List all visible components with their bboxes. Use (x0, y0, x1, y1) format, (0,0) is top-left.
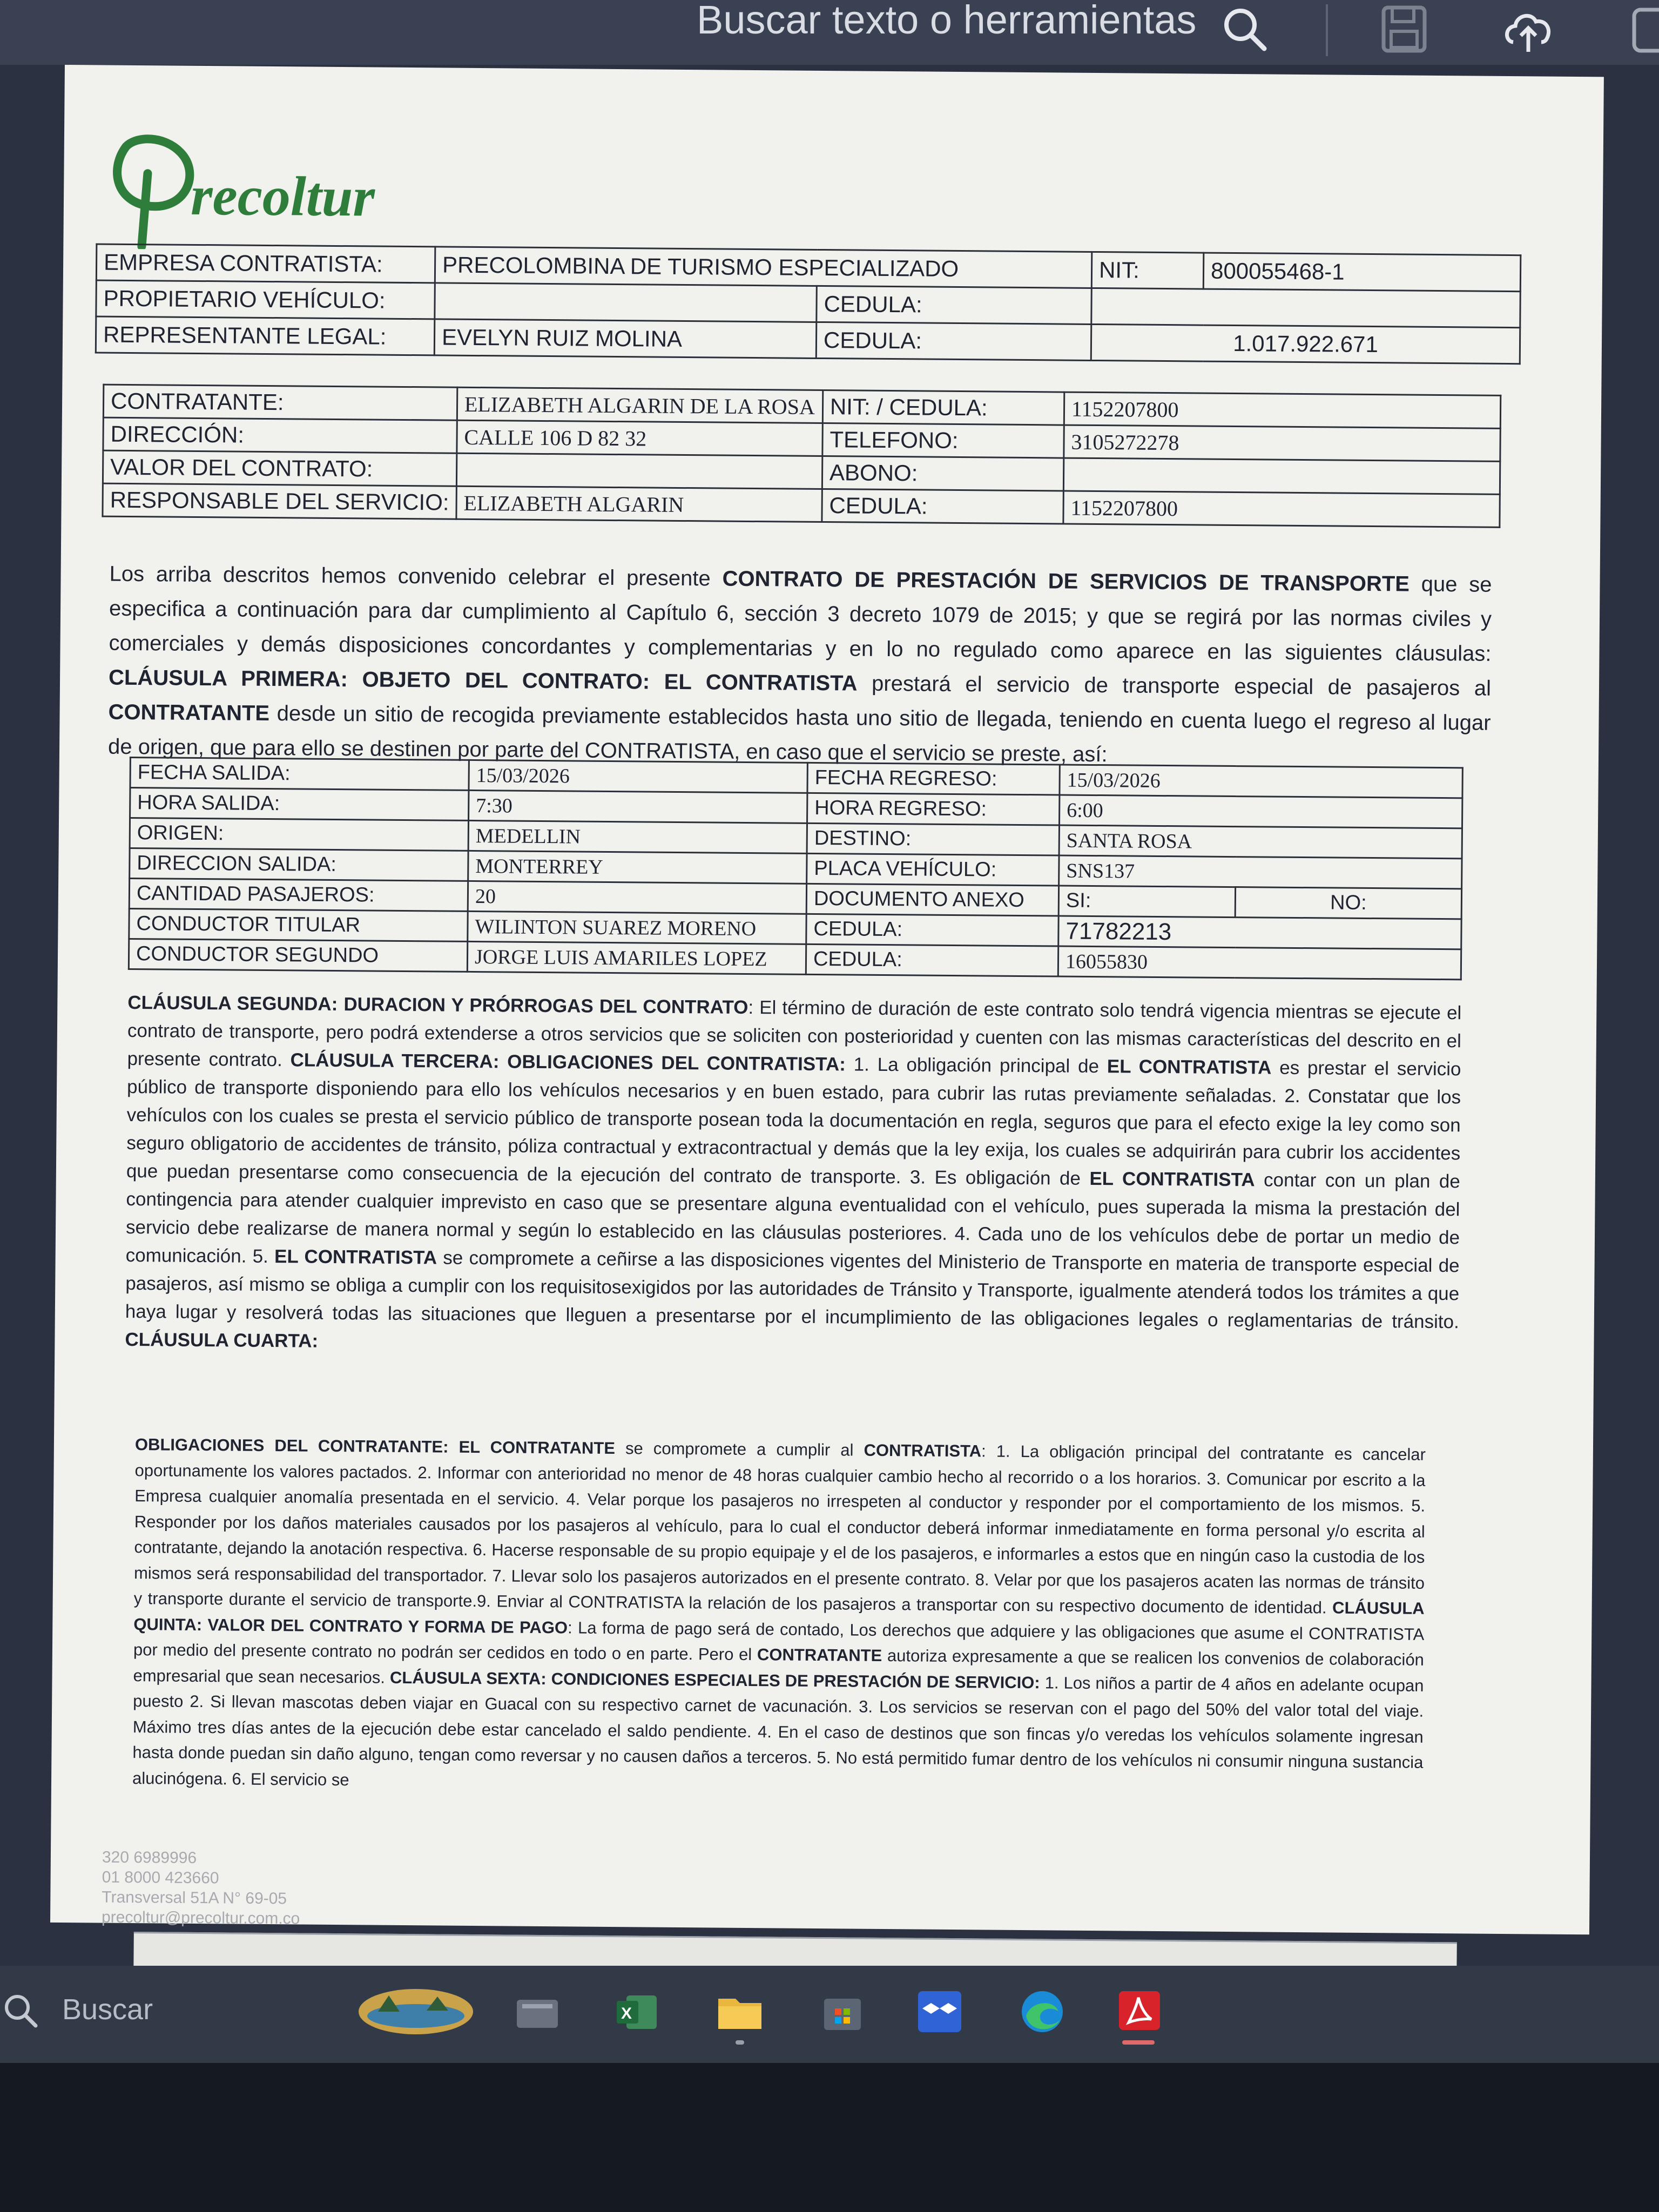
landscape-widget-icon[interactable] (356, 1985, 475, 2039)
telefono-value: 3105272278 (1064, 425, 1501, 461)
search-icon[interactable] (1218, 2, 1272, 56)
intro-paragraph (108, 557, 1492, 775)
text-run-bold: CLÁUSULA SEXTA: CONDICIONES ESPECIALES DE PRESTACIÓN DE SERVICIO: (389, 1668, 1040, 1692)
empresa-label: EMPRESA CONTRATISTA: (96, 244, 435, 283)
taskbar-search-box[interactable]: Buscar (62, 1993, 153, 2026)
abono-label: ABONO: (822, 456, 1063, 491)
destino-label: DESTINO: (807, 823, 1059, 855)
propietario-label: PROPIETARIO VEHÍCULO: (96, 280, 435, 319)
cantidad-pasajeros-label: CANTIDAD PASAJEROS: (129, 878, 468, 911)
direccion-salida-label: DIRECCION SALIDA: (130, 848, 468, 881)
text-run-bold: CLÁUSULA TERCERA: OBLIGACIONES DEL CONTRATISTA: (290, 1049, 846, 1075)
fecha-regreso-value: 15/03/2026 (1060, 765, 1462, 798)
screen-bezel (0, 2063, 1659, 2212)
save-icon[interactable] (1377, 2, 1431, 56)
trip-details-table (128, 757, 1464, 980)
documento-no-label: NO: (1235, 887, 1461, 919)
text-run: que se especifica a continuación para dar cumplimiento al Capítulo 6, sección 3 decreto 1079 de 2015; y que se regirá por las normas civiles y comerciales y demás disposiciones concordantes y complementarias y en lo no regulado como aparece en las siguientes cláusulas: (109, 572, 1492, 666)
origen-label: ORIGEN: (130, 818, 468, 851)
hora-regreso-value: 6:00 (1059, 795, 1462, 828)
folder-icon[interactable] (713, 1985, 767, 2039)
fecha-salida-label: FECHA SALIDA: (130, 757, 469, 790)
windows-taskbar (0, 1966, 1659, 2063)
conductor-segundo-cedula-value: 16055830 (1058, 946, 1461, 980)
footer-email: precoltur@precoltur.com.co (101, 1908, 300, 1928)
origen-value: MEDELLIN (468, 820, 807, 853)
text-run-bold: CLÁUSULA QUINTA: VALOR DEL CONTRATO Y FORMA DE PAGO (133, 1598, 1425, 1637)
text-run-bold: CONTRATANTE (108, 700, 270, 726)
text-run: autoriza expresamente a que se realicen los convenios de colaboración empresarial que sean necesarios. (133, 1645, 1425, 1687)
placa-vehiculo-value: SNS137 (1059, 855, 1462, 889)
telefono-label: TELEFONO: (822, 423, 1064, 458)
clauses-paragraph (132, 1432, 1426, 1801)
company-info-table (95, 243, 1522, 365)
text-run-bold: EL CONTRATISTA (1107, 1056, 1272, 1078)
documento-si-label: SI: (1058, 886, 1235, 918)
cloud-upload-icon[interactable] (1501, 2, 1555, 56)
representante-value: EVELYN RUIZ MOLINA (434, 319, 817, 359)
hora-salida-label: HORA SALIDA: (130, 787, 469, 820)
fecha-regreso-label: FECHA REGRESO: (807, 763, 1060, 795)
contratante-label: CONTRATANTE: (103, 385, 457, 420)
text-run-bold: EL CONTRATISTA (1089, 1168, 1255, 1191)
hora-regreso-label: HORA REGRESO: (807, 793, 1060, 825)
conductor-titular-label: CONDUCTOR TITULAR (129, 908, 468, 941)
text-run-bold: OBLIGACIONES DEL CONTRATANTE: EL CONTRATANTE (134, 1435, 616, 1458)
svg-text:recoltur: recoltur (190, 164, 375, 228)
text-run-bold: EL CONTRATISTA (274, 1246, 437, 1269)
svg-text:X: X (621, 2005, 632, 2022)
direccion-value: CALLE 106 D 82 32 (457, 420, 822, 456)
conductor-titular-value: WILINTON SUAREZ MORENO (468, 911, 806, 944)
cantidad-pasajeros-value: 20 (468, 881, 806, 914)
propietario-value (435, 283, 817, 322)
text-run-bold: CONTRATO DE PRESTACIÓN DE SERVICIOS DE TRANSPORTE (722, 567, 1410, 596)
empresa-value: PRECOLOMBINA DE TURISMO ESPECIALIZADO (435, 247, 1091, 288)
text-run: prestará el servicio de transporte especial de pasajeros al (857, 671, 1492, 700)
text-run: 1. Los niños a partir de 4 años en adelante ocupan puesto 2. Si llevan mascotas deben viajar en Guacal con su respectivo carnet de vacunación. 3. Los servicios se reservan con el pago del 50% del valor total del viaje. Máximo tres días antes de la ejecución debe estar cancelado el saldo pendiente. 4. En el caso de destinos que son fincas y/o veredas los vehículos solamente ingresan hasta donde puedan sin daño alguno, tengan como reversar y no causen daños a terceros. 5. No está permitido fumar dentro de los vehículos ni consumir ninguna sustancia alucinógena. 6. El servicio se (132, 1673, 1424, 1789)
direccion-label: DIRECCIÓN: (103, 417, 457, 453)
responsable-cedula-value: 1152207800 (1063, 491, 1500, 527)
responsable-value: ELIZABETH ALGARIN (456, 486, 822, 522)
cedula-label: CEDULA: (806, 944, 1058, 976)
conductor-segundo-label: CONDUCTOR SEGUNDO (129, 939, 467, 972)
valor-contrato-value (456, 453, 822, 489)
contact-footer (102, 1847, 300, 1929)
fecha-salida-value: 15/03/2026 (469, 760, 807, 793)
nit-cedula-label: NIT: / CEDULA: (822, 390, 1064, 426)
app-indicator (736, 2040, 744, 2045)
precoltur-logo (87, 97, 477, 252)
edge-icon[interactable] (1015, 1985, 1069, 2039)
text-run-bold: CLÁUSULA CUARTA: (125, 1328, 319, 1352)
documento-anexo-label: DOCUMENTO ANEXO (806, 884, 1058, 916)
destino-value: SANTA ROSA (1059, 825, 1462, 859)
text-run: : El término de duración de este contrato solo tendrá vigencia mientras se ejecute el contrato de transporte, pero podrá extenderse a otros servicios que se soliciten con posterioridad y cuenten con las mismas características del descrito en el presente contrato. (127, 996, 1462, 1071)
conductor-segundo-value: JORGE LUIS AMARILES LOPEZ (467, 941, 806, 974)
text-run: Los arriba descritos hemos convenido celebrar el presente (109, 562, 723, 591)
text-run: es prestar el servicio público de transporte disponiendo para ello los vehículos necesarios y en buen estado, para cubrir las rutas previamente señaladas. 2. Constatar que los vehículos con los cuales se presta el servicio público de transporte posean toda la documentación en regla, seguros que para el efecto exige la ley como son seguro obligatorio de accidentes de tránsito, póliza contractual y extracontractual y demás que la ley exija, los cuales se adquirirán para cubrir los accidentes que puedan presentarse como consecuencia de la ejecución del contrato de transporte. 3. Es obligación de (126, 1057, 1461, 1189)
dropbox-icon[interactable] (913, 1985, 967, 2039)
cedula-label: CEDULA: (822, 489, 1063, 524)
responsable-label: RESPONSABLE DEL SERVICIO: (103, 483, 456, 519)
footer-phone: 320 6989996 (102, 1848, 197, 1867)
cedula-label: CEDULA: (806, 914, 1058, 946)
active-app-indicator (1122, 2040, 1155, 2045)
store-icon[interactable] (815, 1985, 869, 2039)
contract-document-page (50, 65, 1604, 1934)
direccion-salida-value: MONTERREY (468, 851, 807, 884)
clauses-paragraph (125, 989, 1461, 1364)
contratante-value: ELIZABETH ALGARIN DE LA ROSA (457, 387, 822, 423)
text-run-bold: CONTRATANTE (757, 1645, 882, 1665)
footer-address: Transversal 51A N° 69-05 (102, 1888, 287, 1908)
panel-icon[interactable] (1627, 2, 1659, 56)
placa-vehiculo-label: PLACA VEHÍCULO: (807, 853, 1059, 886)
propietario-cedula-value (1091, 288, 1521, 327)
representante-label: REPRESENTANTE LEGAL: (96, 316, 435, 355)
abono-value (1063, 458, 1500, 494)
cedula-label: CEDULA: (817, 286, 1092, 324)
cedula-label: CEDULA: (816, 322, 1091, 360)
toolbar-divider (1326, 4, 1328, 56)
text-run-bold: CLÁUSULA SEGUNDA: DURACION Y PRÓRROGAS DEL CONTRATO (127, 992, 748, 1018)
nit-cedula-value: 1152207800 (1064, 392, 1501, 428)
client-info-table (102, 384, 1501, 528)
app-toolbar (0, 0, 1659, 65)
representante-cedula-value: 1.017.922.671 (1091, 324, 1520, 363)
file-manager-icon[interactable] (510, 1985, 564, 2039)
search-tools-input[interactable]: Buscar texto o herramientas (697, 0, 1197, 42)
conductor-titular-cedula-value: 71782213 (1058, 916, 1461, 949)
valor-contrato-label: VALOR DEL CONTRATO: (103, 450, 456, 486)
text-run: contar con un plan de contingencia para atender cualquier imprevisto en caso que se presentare alguna eventualidad con el vehículo, pues superada la misma la prestación del servicio debe realizarse de manera normal y según lo establecido en las cláusulas posteriores. 4. Cada uno de los vehículos debe de portar un medio de comunicación. 5. (125, 1169, 1460, 1267)
text-run: : La forma de pago será de contado, Los derechos que adquiere y las obligaciones que asume el CONTRATISTA por medio del presente contrato no podrán ser cedidos en todo o en parte. Pero el (133, 1617, 1425, 1664)
text-run: : 1. La obligación principal del contratante es cancelar oportunamente los valores pactados. 2. Informar con anterioridad no menor de 48 horas cualquier cambio hecho al recorrido o a los horarios. 3. Comunicar por escrito a la Empresa cualquier anomalía presentada en el servicio. 4. Velar porque los pasajeros no irrespeten al conductor y responder por el comportamiento de los mismos. 5. Responder por los daños materiales causados por los pasajeros al vehículo, para lo cual el conductor deberá informar inmediatamente en forma personal y/o escrita al contratante, dejando la anotación respectiva. 6. Hacerse responsable de su propio equipaje y el de los pasajeros, e informarles a estos que en ningún caso la custodia de los mismos será responsabilidad del transportador. 7. Llevar solo los pasajeros autorizados en el presente contrato. 8. Velar por que los pasajeros acaten las normas de tránsito y transporte durante el servicio de transporte.9. Enviar al CONTRATISTA la relación de los pasajeros a transportar con su respectivo documento de identidad. (133, 1441, 1426, 1617)
excel-icon[interactable] (610, 1985, 664, 2039)
search-icon[interactable] (0, 1990, 43, 2033)
text-run: se compromete a cumplir al (615, 1439, 864, 1460)
acrobat-icon[interactable] (1112, 1985, 1166, 2039)
hora-salida-value: 7:30 (469, 790, 807, 823)
text-run-bold: CLÁUSULA PRIMERA: OBJETO DEL CONTRATO: EL CONTRATISTA (108, 665, 858, 696)
text-run: desde un sitio de recogida previamente establecidos hasta uno sitio de llegada, teniendo en cuenta luego el regreso al lugar de origen, que para ello se destinen por parte del CONTRATISTA, en caso que el servicio se preste, así: (107, 702, 1491, 767)
nit-label: NIT: (1091, 252, 1204, 289)
footer-phone: 01 8000 423660 (102, 1868, 219, 1887)
nit-value: 800055468-1 (1203, 253, 1521, 292)
text-run: se compromete a ceñirse a las disposiciones vigentes del Ministerio de Transporte en materia de transporte especial de pasajeros, así mismo se obliga a cumplir con los requisitosexigidos por las autoridades de Tránsito y Transporte, igualmente atenderá todos los trámites a que haya lugar y resolverá todas las situaciones que lleguen a presentarse por el incumplimiento de las obligaciones legales o reglamentarias de tránsito. (125, 1247, 1460, 1333)
text-run: 1. La obligación principal de (845, 1054, 1108, 1077)
text-run-bold: CONTRATISTA (864, 1440, 982, 1461)
